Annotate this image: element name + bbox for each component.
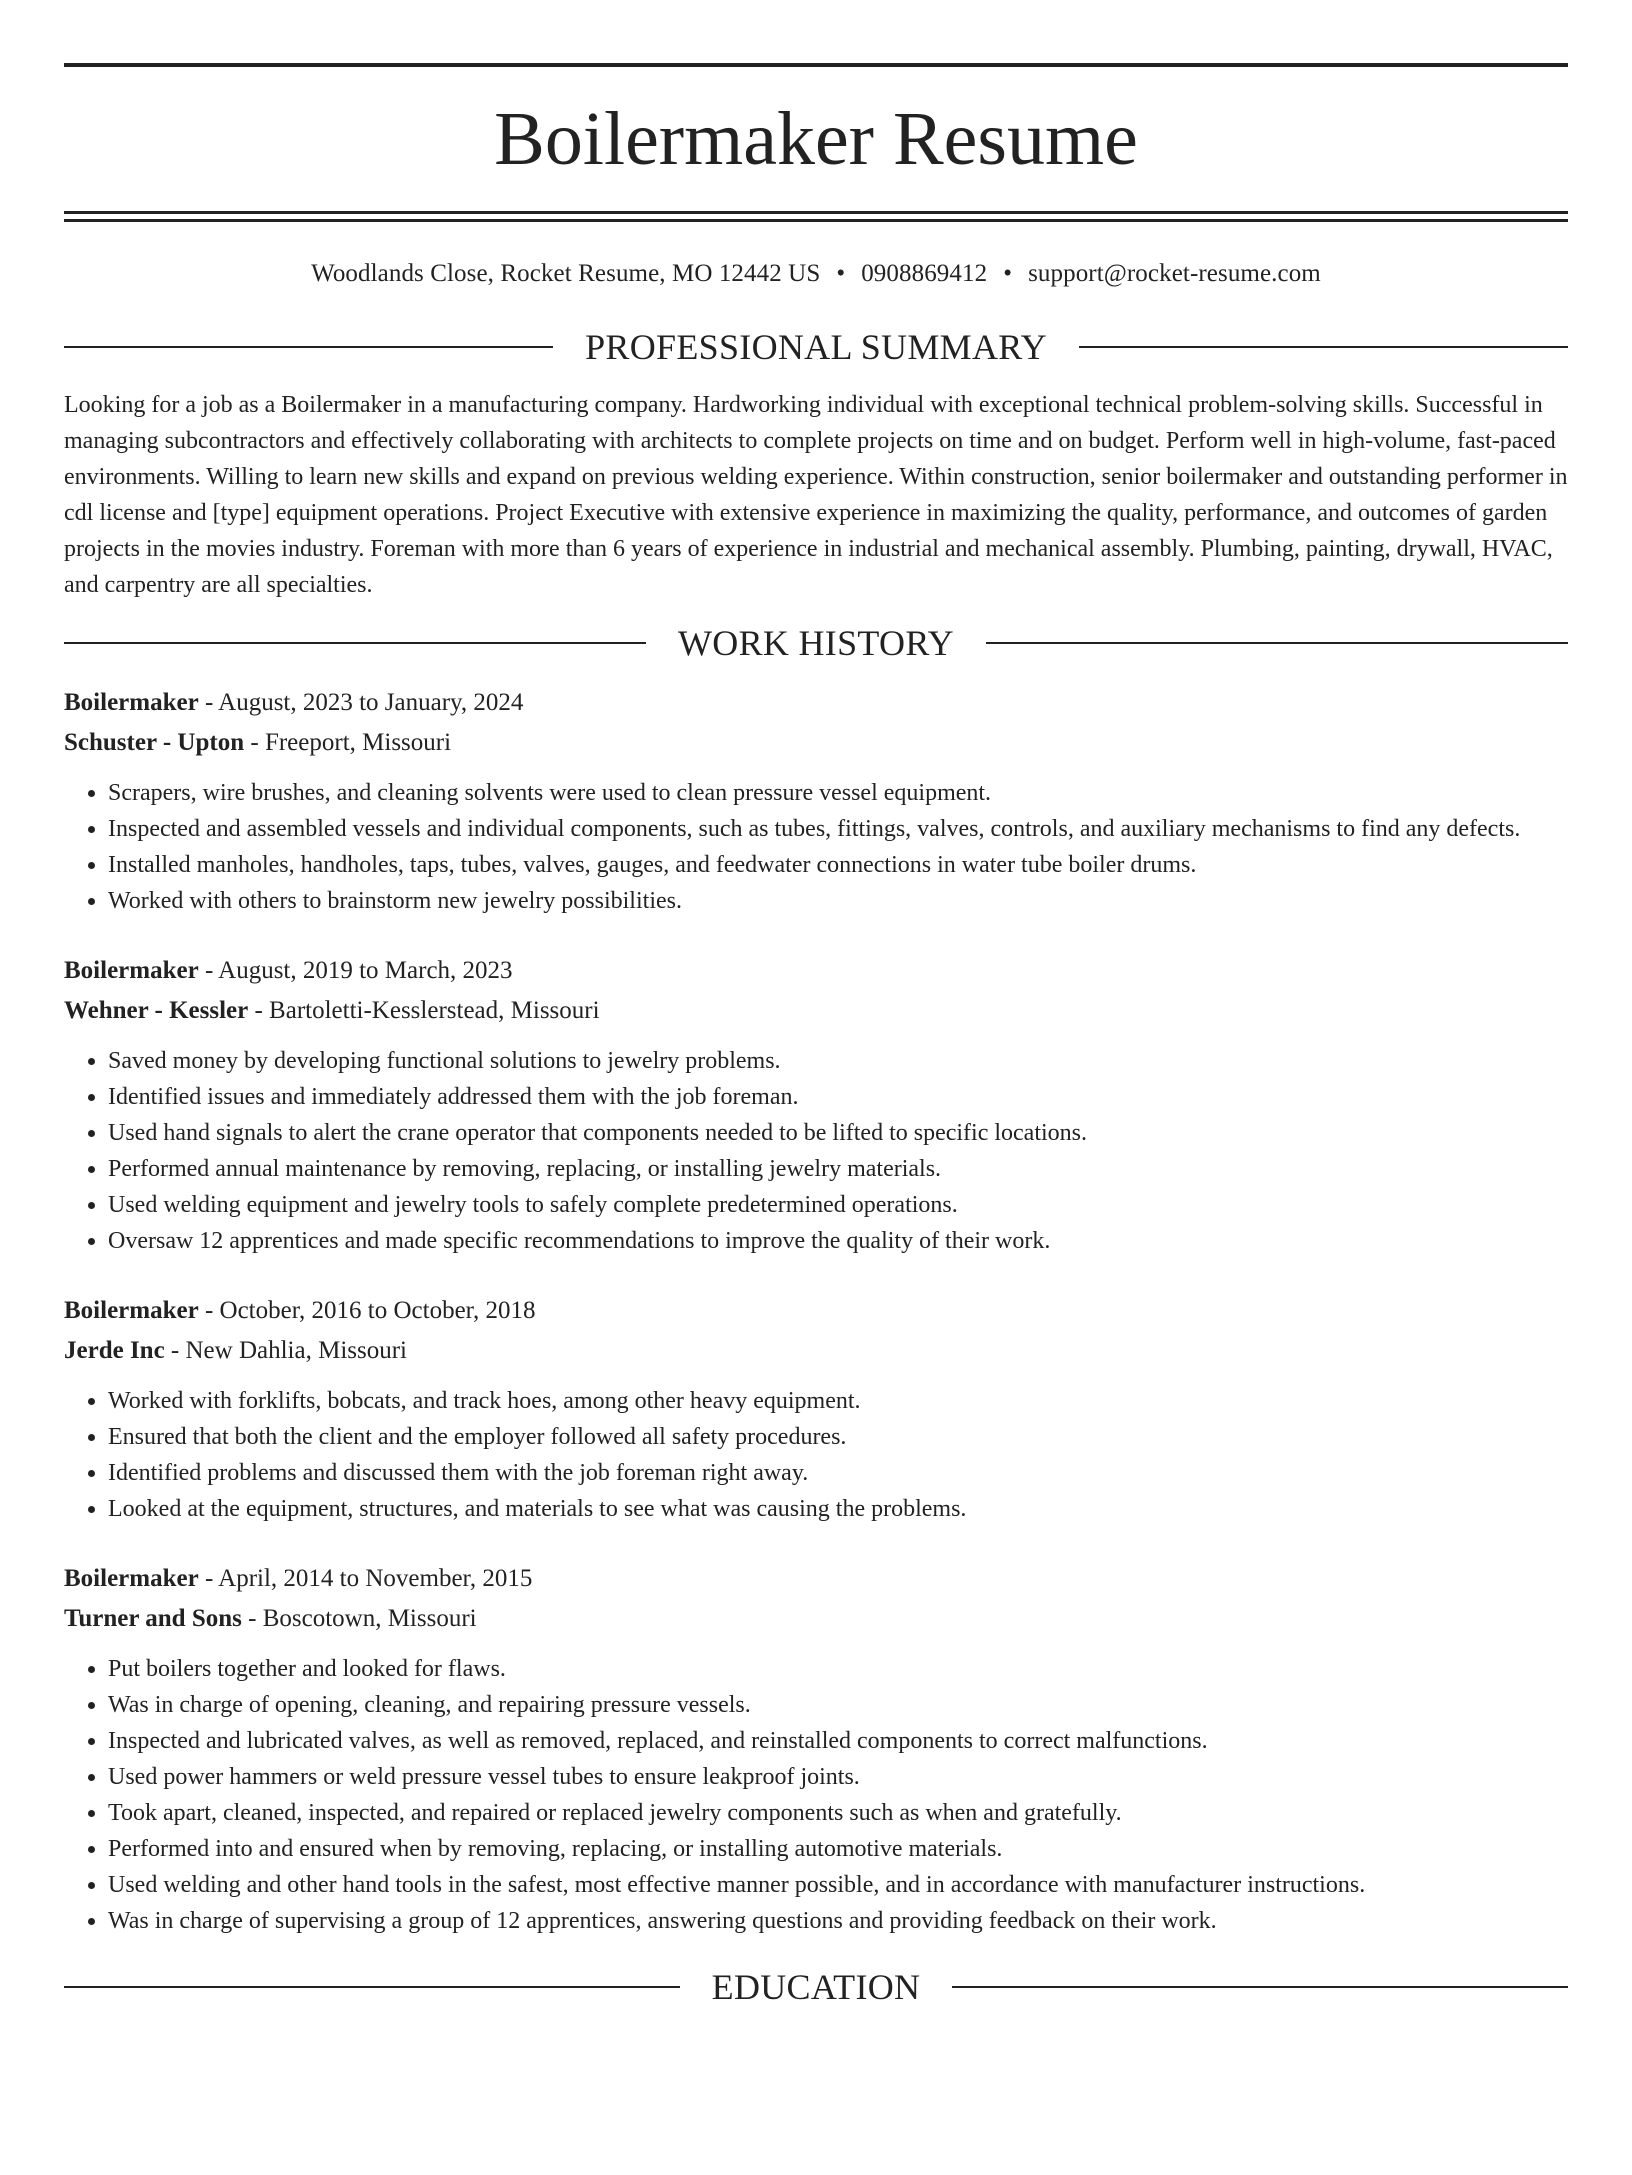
heading-rule-left (64, 642, 646, 644)
contact-separator: • (1003, 260, 1013, 287)
work-history-heading-label: WORK HISTORY (678, 623, 954, 663)
summary-section-heading (64, 329, 1568, 365)
job-duties-list (64, 1383, 1568, 1527)
job-company-line (64, 991, 1568, 1031)
job-company-line (64, 1599, 1568, 1639)
job-duty-item: • Identified problems and discussed them with the job foreman right away. (108, 1455, 1568, 1491)
job-dates: - April, 2014 to November, 2015 (198, 1565, 533, 1592)
job-duty-item: • Worked with others to brainstorm new jewelry possibilities. (108, 883, 1568, 919)
job-duty-item: • Worked with forklifts, bobcats, and track hoes, among other heavy equipment. (108, 1383, 1568, 1419)
header-top-rule (64, 63, 1568, 67)
job-duty-item: • Took apart, cleaned, inspected, and repaired or replaced jewelry components such as when and gratefully. (108, 1795, 1568, 1831)
job-title-line (64, 1291, 1568, 1331)
summary-heading-label: PROFESSIONAL SUMMARY (585, 327, 1047, 367)
job-duty-item: • Used welding and other hand tools in the safest, most effective manner possible, and in accordance with manufacturer instructions. (108, 1867, 1568, 1903)
job-entry (64, 683, 1568, 919)
job-duty-item: • Was in charge of supervising a group of 12 apprentices, answering questions and providing feedback on their work. (108, 1903, 1568, 1939)
job-location: - Boscotown, Missouri (241, 1605, 477, 1632)
job-duty-item: • Inspected and assembled vessels and individual components, such as tubes, fittings, valves, controls, and auxiliary mechanisms to find any defects. (108, 811, 1568, 847)
job-entry (64, 1559, 1568, 1939)
job-company-line (64, 1331, 1568, 1371)
job-title-line (64, 951, 1568, 991)
work-history-section-heading (64, 625, 1568, 661)
contact-line (64, 259, 1568, 289)
professional-summary-text: Looking for a job as a Boilermaker in a manufacturing company. Hardworking individual with exceptional technical problem-solving skills. Successful in managing subcontractors and effectively collaborating with architects to complete projects on time and on budget. Perform well in high-volume, fast-paced environments. Willing to learn new skills and expand on previous welding experience. Within construction, senior boilermaker and outstanding performer in cdl license and [type] equipment operations. Project Executive with extensive experience in maximizing the quality, performance, and outcomes of garden projects in the movies industry. Foreman with more than 6 years of experience in industrial and mechanical assembly. Plumbing, painting, drywall, HVAC, and carpentry are all specialties. (64, 392, 1568, 598)
resume-title: Boilermaker Resume (494, 97, 1138, 181)
job-duty-item: • Performed into and ensured when by removing, replacing, or installing automotive materials. (108, 1831, 1568, 1867)
job-company-line (64, 723, 1568, 763)
job-dates: - October, 2016 to October, 2018 (198, 1297, 536, 1324)
job-location: - New Dahlia, Missouri (164, 1337, 407, 1364)
job-title: Boilermaker (64, 689, 199, 716)
job-company: Schuster - Upton (64, 729, 245, 756)
job-duty-item: • Put boilers together and looked for flaws. (108, 1651, 1568, 1687)
heading-rule-right (986, 642, 1568, 644)
job-duty-item: • Used welding equipment and jewelry tools to safely complete predetermined operations. (108, 1187, 1568, 1223)
heading-rule-right (952, 1986, 1568, 1988)
job-title: Boilermaker (64, 1297, 199, 1324)
job-duty-item: • Oversaw 12 apprentices and made specific recommendations to improve the quality of their work. (108, 1223, 1568, 1259)
job-title: Boilermaker (64, 1565, 199, 1592)
heading-rule-left (64, 1986, 680, 1988)
job-duty-item: • Used power hammers or weld pressure vessel tubes to ensure leakproof joints. (108, 1759, 1568, 1795)
job-title: Boilermaker (64, 957, 199, 984)
job-location: - Bartoletti-Kesslerstead, Missouri (248, 997, 600, 1024)
job-company: Wehner - Kessler (64, 997, 249, 1024)
job-dates: - August, 2023 to January, 2024 (198, 689, 524, 716)
job-title-line (64, 1559, 1568, 1599)
job-duty-item: • Scrapers, wire brushes, and cleaning solvents were used to clean pressure vessel equipment. (108, 775, 1568, 811)
job-duty-item: • Was in charge of opening, cleaning, and repairing pressure vessels. (108, 1687, 1568, 1723)
job-company: Turner and Sons (64, 1605, 242, 1632)
job-dates: - August, 2019 to March, 2023 (198, 957, 513, 984)
heading-rule-right (1079, 346, 1568, 348)
job-duty-item: • Looked at the equipment, structures, and materials to see what was causing the problems. (108, 1491, 1568, 1527)
header-double-rule (64, 211, 1568, 222)
job-title-line (64, 683, 1568, 723)
contact-email[interactable]: support@rocket-resume.com (1028, 260, 1321, 287)
education-heading-label: EDUCATION (711, 1967, 921, 2007)
job-duties-list (64, 775, 1568, 919)
job-entry (64, 1291, 1568, 1527)
job-duty-item: • Identified issues and immediately addressed them with the job foreman. (108, 1079, 1568, 1115)
job-duty-item: • Ensured that both the client and the employer followed all safety procedures. (108, 1419, 1568, 1455)
education-section-heading (64, 1969, 1568, 2005)
contact-address: Woodlands Close, Rocket Resume, MO 12442 US (311, 260, 821, 287)
job-company: Jerde Inc (64, 1337, 165, 1364)
resume-page (0, 63, 1632, 2175)
job-duties-list (64, 1651, 1568, 1939)
job-location: - Freeport, Missouri (244, 729, 452, 756)
job-duty-item: • Installed manholes, handholes, taps, tubes, valves, gauges, and feedwater connections in water tube boiler drums. (108, 847, 1568, 883)
job-duty-item: • Performed annual maintenance by removing, replacing, or installing jewelry materials. (108, 1151, 1568, 1187)
contact-phone[interactable]: 0908869412 (861, 260, 988, 287)
job-duty-item: • Inspected and lubricated valves, as well as removed, replaced, and reinstalled components to correct malfunctions. (108, 1723, 1568, 1759)
job-duty-item: • Saved money by developing functional solutions to jewelry problems. (108, 1043, 1568, 1079)
heading-rule-left (64, 346, 553, 348)
job-duties-list (64, 1043, 1568, 1259)
job-entry (64, 951, 1568, 1259)
job-duty-item: • Used hand signals to alert the crane operator that components needed to be lifted to specific locations. (108, 1115, 1568, 1151)
contact-separator: • (836, 260, 846, 287)
